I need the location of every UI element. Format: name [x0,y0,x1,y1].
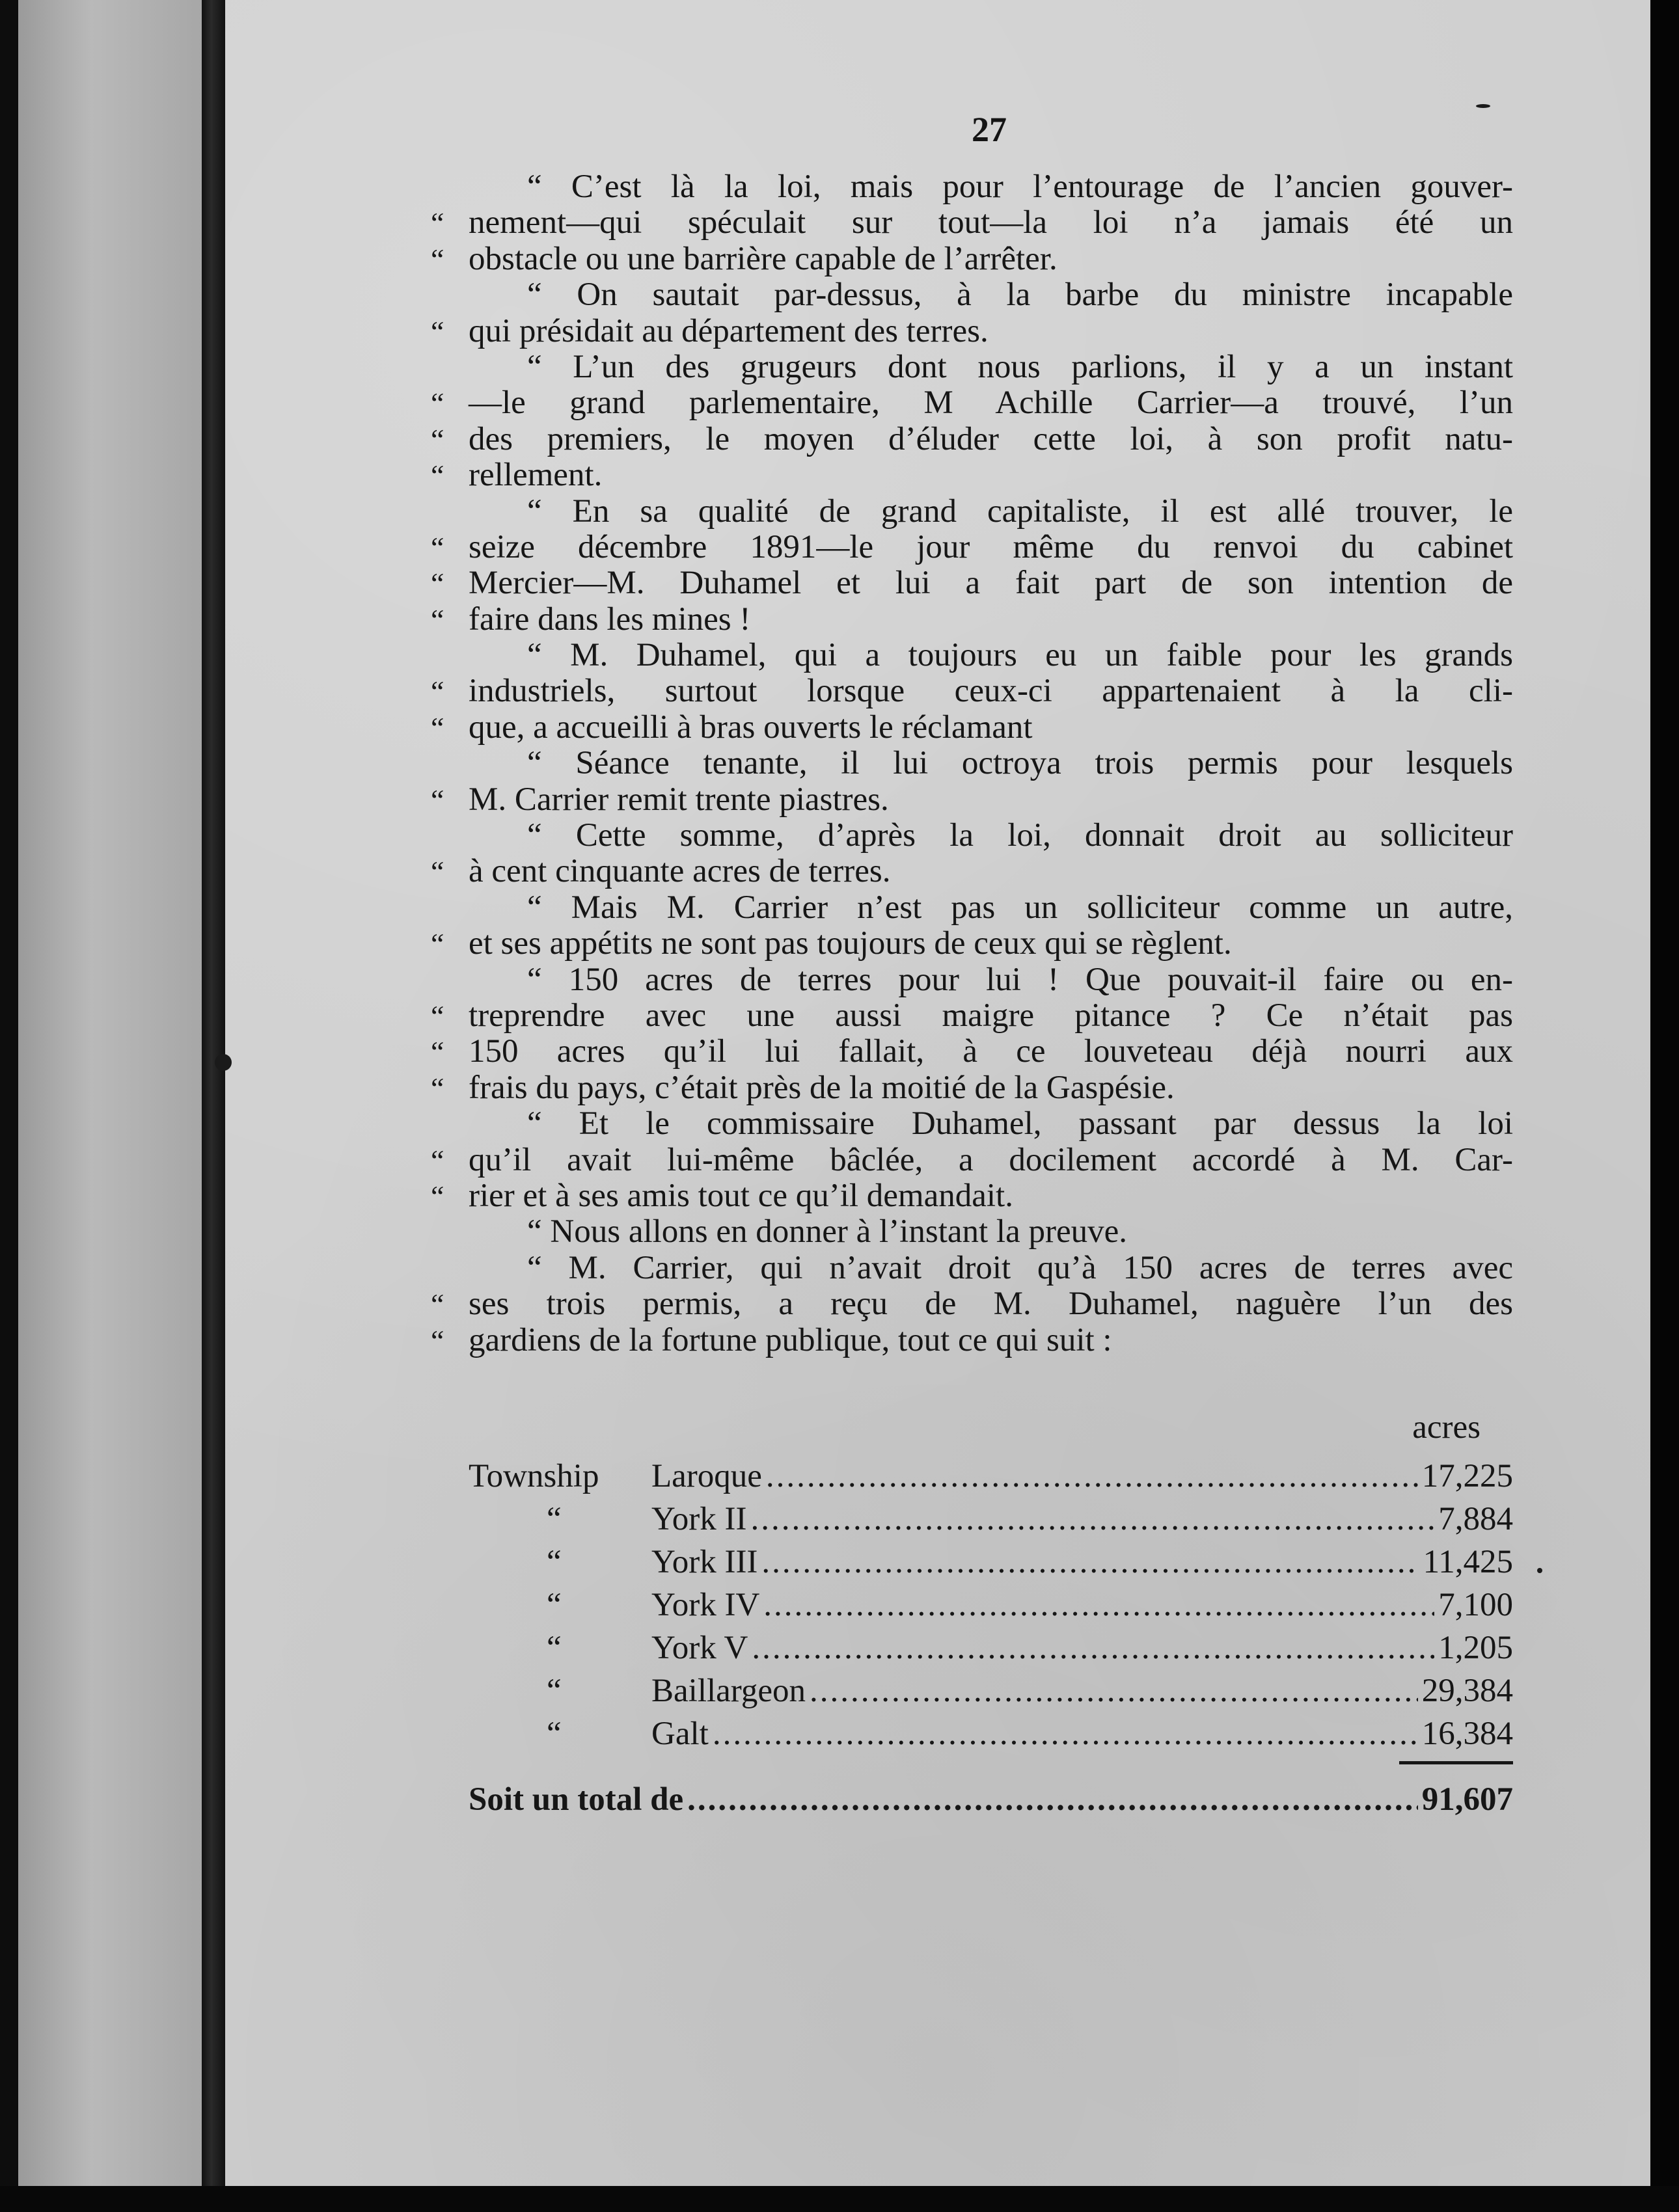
line-text: que, a accueilli à bras ouverts le réclamant [469,708,1033,746]
text-line [431,853,1513,890]
text-line [431,1141,1513,1178]
leader-dots [750,1500,1434,1538]
leader-dots [713,1715,1418,1753]
text-line [431,1286,1513,1323]
text-line [431,673,1513,710]
text-line [469,818,1513,854]
text-line [469,349,1513,385]
text-line [431,1177,1513,1214]
line-text: faire dans les mines ! [469,600,751,638]
line-text: qui présidait au département des terres. [469,312,989,349]
line-text: industriels, surtout lorsque ceux-ci appartenaient à la cli- [469,673,1513,710]
line-quote-mark: “ [431,675,444,708]
line-text: “ Séance tenante, il lui octroya trois permis pour lesquels [527,745,1513,782]
line-quote-mark: “ [431,855,444,889]
line-text: “ Cette somme, d’après la loi, donnait droit au solliciteur [527,817,1513,854]
line-text: treprendre avec une aussi maigre pitance ? Ce n’était pas [469,997,1513,1034]
township-name: Galt [651,1716,709,1752]
line-quote-mark: “ [431,927,444,961]
page-number: 27 [972,110,1007,149]
acreage-value: 29,384 [1421,1673,1513,1709]
text-line [431,312,1513,349]
line-text: “ C’est là la loi, mais pour l’entourage de l’ancien gouver- [527,169,1513,205]
ditto-mark: “ [547,1544,562,1580]
line-quote-mark: “ [431,1143,444,1177]
township-name: York II [651,1501,747,1537]
township-name: Baillargeon [651,1673,806,1709]
line-text: Mercier—M. Duhamel et lui a fait part de son intention de [469,565,1513,602]
text-line [431,925,1513,962]
township-label: Township [469,1458,599,1494]
acreage-value: 16,384 [1421,1716,1513,1752]
text-line [469,1250,1513,1286]
text-line [431,420,1513,457]
text-line [469,277,1513,313]
line-text: rier et à ses amis tout ce qu’il demandait. [469,1177,1013,1214]
total-label: Soit un total de [469,1781,684,1818]
line-text: rellement. [469,457,603,494]
acreage-value: 17,225 [1421,1458,1513,1494]
scan-border-right [1650,0,1679,2212]
line-text: “ M. Carrier, qui n’avait droit qu’à 150 acres de terres avec [527,1249,1513,1286]
line-quote-mark: “ [431,1323,444,1357]
text-line [469,638,1513,673]
total-row [469,1781,1513,1820]
line-quote-mark: “ [431,242,444,276]
line-text: gardiens de la fortune publique, tout ce qui suit : [469,1321,1112,1358]
line-quote-mark: “ [431,459,444,492]
scan-speck [1476,104,1490,108]
acreage-value: 7,884 [1438,1501,1513,1537]
line-quote-mark: “ [431,710,444,744]
book-binding [202,0,225,2186]
ditto-mark: “ [547,1630,562,1666]
leader-dots [763,1586,1434,1624]
text-line [431,997,1513,1034]
line-text: —le grand parlementaire, M Achille Carrier—a trouvé, l’un [469,384,1513,422]
text-line [469,494,1513,530]
line-text: nement—qui spéculait sur tout—la loi n’a jamais été un [469,204,1513,241]
line-text: “ En sa qualité de grand capitaliste, il est allé trouver, le [527,492,1513,530]
township-name: York III [651,1544,758,1580]
ditto-mark: “ [547,1501,562,1537]
table-row [469,1457,1513,1496]
leader-dots [687,1781,1418,1818]
township-name: Laroque [651,1458,762,1494]
table-row [469,1715,1513,1754]
text-line [469,169,1513,205]
line-quote-mark: “ [431,386,444,420]
text-line [431,600,1513,638]
leader-dots [766,1457,1418,1495]
table-row [469,1672,1513,1711]
line-text: et ses appétits ne sont pas toujours de ceux qui se règlent. [469,925,1232,962]
table-row [469,1629,1513,1668]
text-line [469,1106,1513,1142]
line-quote-mark: “ [431,530,444,564]
line-quote-mark: “ [431,1071,444,1105]
text-line [431,1321,1513,1358]
line-text: “ L’un des grugeurs dont nous parlions, il y a un instant [527,348,1513,385]
line-text: “ Et le commissaire Duhamel, passant par dessus la loi [527,1105,1513,1142]
line-text: ses trois permis, a reçu de M. Duhamel, naguère l’un des [469,1286,1513,1323]
text-line [431,240,1513,277]
text-line [431,565,1513,602]
line-text: seize décembre 1891—le jour même du renvoi du cabinet [469,528,1513,565]
line-text: M. Carrier remit trente piastres. [469,781,889,818]
line-text: “ Mais M. Carrier n’est pas un solliciteur comme un autre, [527,889,1513,926]
text-line [469,746,1513,781]
leader-dots [752,1629,1434,1667]
text-line [469,1214,1513,1250]
line-text: obstacle ou une barrière capable de l’arrêter. [469,240,1058,277]
table-row [469,1586,1513,1625]
acreage-value: 7,100 [1438,1587,1513,1623]
line-quote-mark: “ [431,314,444,348]
text-line [431,457,1513,494]
township-name: York V [651,1630,748,1666]
table-row [469,1543,1513,1582]
line-text: “ 150 acres de terres pour lui ! Que pouvait-il faire ou en- [527,961,1513,998]
ditto-mark: “ [547,1716,562,1752]
text-line [431,204,1513,241]
line-text: des premiers, le moyen d’éluder cette loi, à son profit natu- [469,420,1513,457]
scan-border-bottom [0,2186,1679,2212]
scan-speck [1537,1568,1542,1573]
line-text: 150 acres qu’il lui fallait, à ce louveteau déjà nourri aux [469,1033,1513,1070]
total-value: 91,607 [1421,1781,1513,1818]
line-quote-mark: “ [431,999,444,1032]
sum-rule [1399,1761,1513,1764]
text-line [431,781,1513,818]
line-quote-mark: “ [431,206,444,240]
text-line [431,708,1513,746]
leader-dots [761,1543,1419,1581]
text-line [469,890,1513,926]
acreage-value: 1,205 [1438,1630,1513,1666]
line-quote-mark: “ [431,1179,444,1213]
ditto-mark: “ [547,1587,562,1623]
line-quote-mark: “ [431,602,444,636]
units-header: acres [1412,1409,1481,1446]
line-text: à cent cinquante acres de terres. [469,853,891,890]
facing-page-edge [18,0,206,2186]
acreage-value: 11,425 [1423,1544,1513,1580]
line-text: qu’il avait lui-même bâclée, a docilement accordé à M. Car- [469,1141,1513,1178]
text-line [469,962,1513,998]
leader-dots [810,1672,1418,1710]
line-text: frais du pays, c’était près de la moitié de la Gaspésie. [469,1069,1175,1106]
scan-speck [215,1054,232,1071]
line-quote-mark: “ [431,567,444,600]
line-quote-mark: “ [431,422,444,456]
line-quote-mark: “ [431,1288,444,1321]
township-name: York IV [651,1587,760,1623]
line-text: “ Nous allons en donner à l’instant la preuve. [527,1213,1127,1250]
body-text [431,169,1513,1358]
line-quote-mark: “ [431,1035,444,1069]
table-row [469,1500,1513,1539]
text-line [431,528,1513,565]
ditto-mark: “ [547,1673,562,1709]
line-text: “ On sautait par-dessus, à la barbe du ministre incapable [527,276,1513,314]
text-line [431,1033,1513,1070]
line-text: “ M. Duhamel, qui a toujours eu un faible pour les grands [527,637,1513,674]
text-line [431,384,1513,422]
line-quote-mark: “ [431,783,444,816]
text-line [431,1069,1513,1106]
